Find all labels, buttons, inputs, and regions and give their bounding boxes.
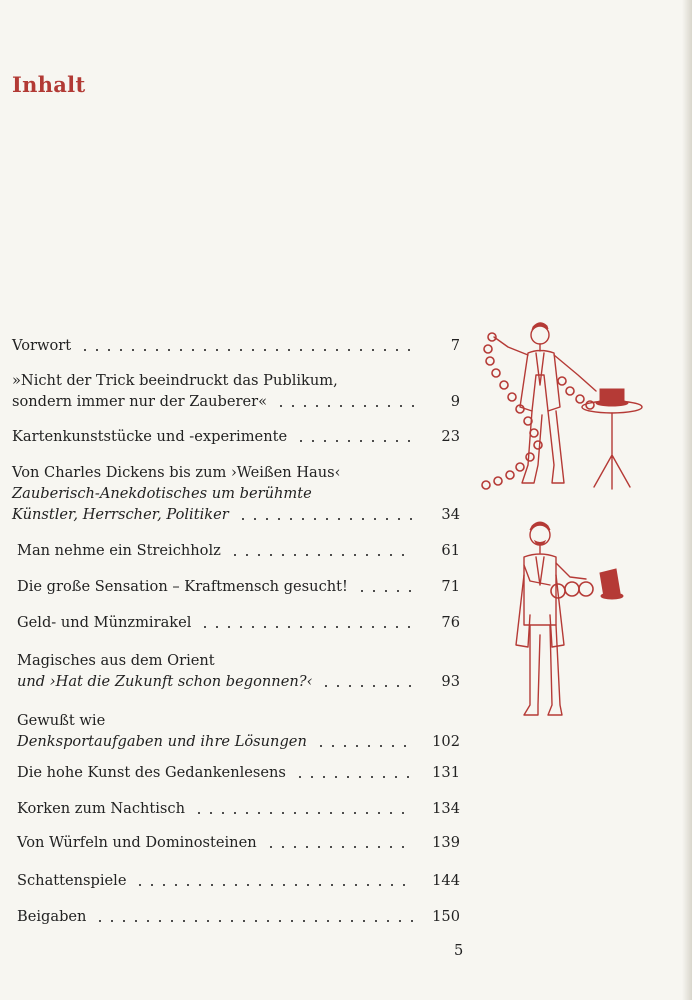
- dot-leader: [237, 518, 414, 520]
- toc-entry-line: [17, 540, 460, 561]
- dot-leader: [79, 349, 414, 351]
- toc-page-number: 76: [441, 614, 460, 631]
- toc-entry: [17, 762, 460, 783]
- toc-entry: [17, 540, 460, 561]
- toc-entry-line: [12, 335, 460, 356]
- toc-entry-line: [12, 483, 460, 504]
- page-number: 5: [454, 942, 464, 959]
- toc-entry-line: [17, 612, 460, 633]
- toc-entry-title: Man nehme ein Streichholz: [17, 542, 221, 559]
- toc-entry: [17, 612, 460, 633]
- dot-leader: [275, 405, 414, 407]
- dot-leader: [356, 590, 414, 592]
- toc-entry-title: sondern immer nur der Zauberer«: [12, 393, 268, 410]
- toc-entry-line: [17, 731, 460, 752]
- toc-entry: [17, 798, 460, 819]
- toc-entry: [12, 370, 460, 412]
- toc-entry: [17, 832, 460, 853]
- dot-leader: [199, 626, 414, 628]
- toc-entry-line: [17, 650, 460, 671]
- toc-entry-title: Denksportaufgaben und ihre Lösungen: [17, 733, 307, 750]
- toc-entry-line: [17, 870, 460, 891]
- toc-entry-title: Vorwort: [12, 337, 72, 354]
- toc-entry-line: [12, 462, 460, 483]
- toc-entry-title: Geld- und Münzmirakel: [17, 614, 192, 631]
- toc-entry-line: [17, 832, 460, 853]
- dot-leader: [294, 776, 414, 778]
- toc-page-number: 61: [441, 542, 460, 559]
- toc-entry-line: [12, 426, 460, 447]
- toc-entry-title: Gewußt wie: [17, 712, 106, 729]
- toc-entry-line: [12, 504, 460, 525]
- toc-entry-title: »Nicht der Trick beeindruckt das Publikum,: [12, 372, 338, 389]
- toc-entry: [12, 426, 460, 447]
- toc-page-number: 131: [432, 764, 460, 781]
- toc-entry: [17, 710, 460, 752]
- toc-page-number: 23: [441, 428, 460, 445]
- toc-entry-title: Korken zum Nachtisch: [17, 800, 185, 817]
- toc-entry-title: Von Charles Dickens bis zum ›Weißen Haus‹: [12, 464, 341, 481]
- dot-leader: [320, 685, 414, 687]
- toc-entry-title: Die hohe Kunst des Gedankenlesens: [17, 764, 286, 781]
- toc-entry-title: Magisches aus dem Orient: [17, 652, 215, 669]
- toc-page-number: 34: [441, 506, 460, 523]
- toc-entry-line: [17, 798, 460, 819]
- toc-entry-title: Zauberisch-Anekdotisches um berühmte: [12, 485, 312, 502]
- toc-entry-title: Kartenkunststücke und -experimente: [12, 428, 288, 445]
- toc-entry-title: Künstler, Herrscher, Politiker: [12, 506, 229, 523]
- toc-page-number: 139: [432, 834, 460, 851]
- dot-leader: [193, 812, 414, 814]
- toc-entry-line: [12, 391, 460, 412]
- toc-entry-title: Schattenspiele: [17, 872, 127, 889]
- toc-entry: [17, 576, 460, 597]
- toc-entry-title: Die große Sensation – Kraftmensch gesucht!: [17, 578, 348, 595]
- magician-with-top-hat-illustration: [490, 515, 630, 730]
- toc-page-number: 9: [450, 393, 460, 410]
- magician-with-flower-chain-illustration: [470, 315, 670, 505]
- toc-entry-line: [17, 906, 460, 927]
- toc-entry-title: und ›Hat die Zukunft schon begonnen?‹: [17, 673, 313, 690]
- page-edge-shadow: [682, 0, 692, 1000]
- dot-leader: [94, 920, 414, 922]
- page-title: Inhalt: [12, 72, 86, 97]
- toc-entry: [17, 650, 460, 692]
- toc-page-number: 134: [432, 800, 460, 817]
- toc-entry: [17, 906, 460, 927]
- toc-page-number: 93: [441, 673, 460, 690]
- toc-entry-line: [17, 762, 460, 783]
- toc-entry-line: [17, 710, 460, 731]
- toc-entry: [17, 870, 460, 891]
- toc-entry-title: Beigaben: [17, 908, 87, 925]
- dot-leader: [315, 745, 414, 747]
- dot-leader: [229, 554, 414, 556]
- dot-leader: [265, 846, 414, 848]
- toc-page-number: 71: [441, 578, 460, 595]
- toc-entry: [12, 462, 460, 525]
- dot-leader: [134, 884, 414, 886]
- toc-page-number: 7: [450, 337, 460, 354]
- toc-entry: [12, 335, 460, 356]
- toc-entry-line: [17, 671, 460, 692]
- toc-page-number: 144: [432, 872, 460, 889]
- toc-page-number: 150: [432, 908, 460, 925]
- toc-entry-line: [12, 370, 460, 391]
- toc-entry-title: Von Würfeln und Dominosteinen: [17, 834, 257, 851]
- toc-entry-line: [17, 576, 460, 597]
- toc-page-number: 102: [432, 733, 460, 750]
- dot-leader: [295, 440, 414, 442]
